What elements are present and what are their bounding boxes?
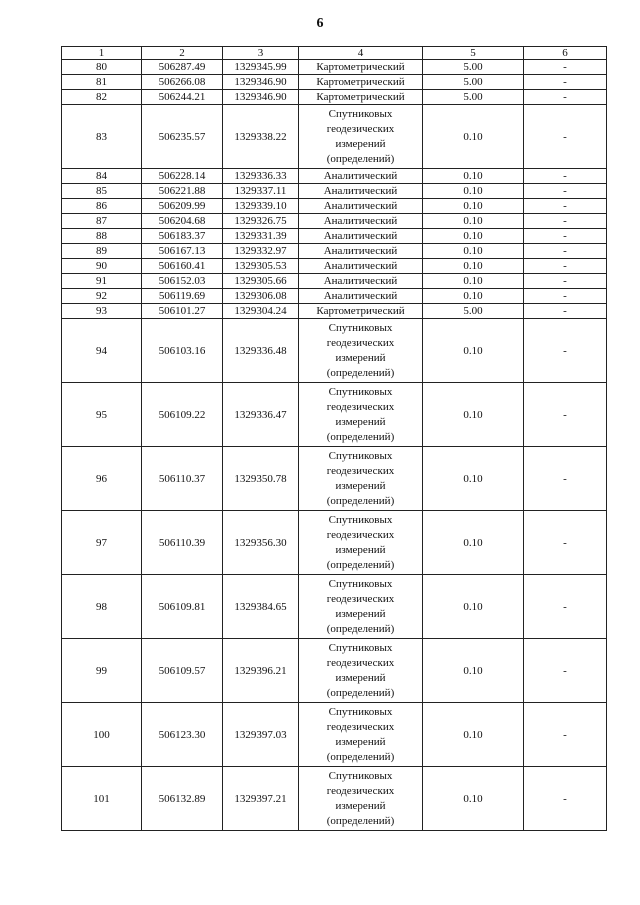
accuracy-cell: 0.10 [423, 259, 524, 274]
table-row [62, 90, 607, 105]
note-cell: - [524, 214, 607, 229]
x-coordinate-cell: 506109.81 [142, 575, 223, 639]
y-coordinate-cell: 1329356.30 [223, 511, 299, 575]
method-line: (определений) [326, 686, 395, 699]
y-coordinate-cell: 1329306.08 [223, 289, 299, 304]
accuracy-cell: 0.10 [423, 639, 524, 703]
accuracy-cell: 5.00 [423, 90, 524, 105]
method-line: Аналитический [323, 290, 398, 302]
note-cell: - [524, 60, 607, 75]
note-cell: - [524, 289, 607, 304]
x-coordinate-cell: 506110.37 [142, 447, 223, 511]
point-number-cell: 86 [62, 199, 142, 214]
table-row [62, 199, 607, 214]
method-cell [299, 319, 423, 383]
note-cell: - [524, 383, 607, 447]
method-line: геодезических [326, 400, 395, 413]
column-header: 3 [223, 47, 299, 60]
y-coordinate-cell: 1329305.66 [223, 274, 299, 289]
point-number-cell: 95 [62, 383, 142, 447]
table-row [62, 184, 607, 199]
method-line: Аналитический [323, 230, 398, 242]
method-cell [299, 703, 423, 767]
y-coordinate-cell: 1329346.90 [223, 75, 299, 90]
method-line: измерений [335, 137, 386, 150]
method-line: измерений [335, 799, 386, 812]
coordinates-table [61, 46, 607, 831]
method-cell [299, 575, 423, 639]
table-row [62, 575, 607, 639]
method-cell [299, 511, 423, 575]
method-line: измерений [335, 479, 386, 492]
y-coordinate-cell: 1329336.47 [223, 383, 299, 447]
x-coordinate-cell: 506101.27 [142, 304, 223, 319]
y-coordinate-cell: 1329336.33 [223, 169, 299, 184]
method-line: геодезических [326, 528, 395, 541]
y-coordinate-cell: 1329397.21 [223, 767, 299, 831]
note-cell: - [524, 229, 607, 244]
method-line: Аналитический [323, 260, 398, 272]
table-row [62, 60, 607, 75]
y-coordinate-cell: 1329345.99 [223, 60, 299, 75]
note-cell: - [524, 511, 607, 575]
point-number-cell: 94 [62, 319, 142, 383]
method-line: Картометрический [316, 91, 405, 103]
note-cell: - [524, 105, 607, 169]
method-line: Аналитический [323, 200, 398, 212]
point-number-cell: 80 [62, 60, 142, 75]
point-number-cell: 89 [62, 244, 142, 259]
x-coordinate-cell: 506160.41 [142, 259, 223, 274]
method-line: геодезических [326, 656, 395, 669]
method-cell [299, 244, 423, 259]
x-coordinate-cell: 506103.16 [142, 319, 223, 383]
accuracy-cell: 0.10 [423, 319, 524, 383]
method-cell [299, 184, 423, 199]
method-cell [299, 169, 423, 184]
note-cell: - [524, 199, 607, 214]
method-cell [299, 383, 423, 447]
table-row [62, 767, 607, 831]
note-cell: - [524, 447, 607, 511]
x-coordinate-cell: 506109.22 [142, 383, 223, 447]
table-row [62, 229, 607, 244]
note-cell: - [524, 244, 607, 259]
column-header: 6 [524, 47, 607, 60]
table-row [62, 639, 607, 703]
method-line: (определений) [326, 622, 395, 635]
note-cell: - [524, 259, 607, 274]
method-line: измерений [335, 735, 386, 748]
method-cell [299, 75, 423, 90]
accuracy-cell: 0.10 [423, 214, 524, 229]
x-coordinate-cell: 506152.03 [142, 274, 223, 289]
y-coordinate-cell: 1329326.75 [223, 214, 299, 229]
method-line: Картометрический [316, 76, 405, 88]
method-cell [299, 199, 423, 214]
x-coordinate-cell: 506228.14 [142, 169, 223, 184]
method-line: измерений [335, 671, 386, 684]
method-line: (определений) [326, 430, 395, 443]
y-coordinate-cell: 1329338.22 [223, 105, 299, 169]
accuracy-cell: 0.10 [423, 575, 524, 639]
x-coordinate-cell: 506244.21 [142, 90, 223, 105]
accuracy-cell: 5.00 [423, 60, 524, 75]
point-number-cell: 85 [62, 184, 142, 199]
method-line: Спутниковых [328, 449, 393, 462]
table-row [62, 259, 607, 274]
accuracy-cell: 0.10 [423, 703, 524, 767]
point-number-cell: 97 [62, 511, 142, 575]
method-line: Аналитический [323, 170, 398, 182]
x-coordinate-cell: 506266.08 [142, 75, 223, 90]
point-number-cell: 101 [62, 767, 142, 831]
table-row [62, 75, 607, 90]
method-line: Спутниковых [328, 385, 393, 398]
x-coordinate-cell: 506209.99 [142, 199, 223, 214]
point-number-cell: 91 [62, 274, 142, 289]
method-line: Спутниковых [328, 705, 393, 718]
note-cell: - [524, 319, 607, 383]
method-line: (определений) [326, 494, 395, 507]
y-coordinate-cell: 1329396.21 [223, 639, 299, 703]
method-cell [299, 639, 423, 703]
note-cell: - [524, 274, 607, 289]
x-coordinate-cell: 506287.49 [142, 60, 223, 75]
method-line: Спутниковых [328, 107, 393, 120]
x-coordinate-cell: 506167.13 [142, 244, 223, 259]
method-cell [299, 274, 423, 289]
point-number-cell: 82 [62, 90, 142, 105]
table-row [62, 105, 607, 169]
method-cell [299, 229, 423, 244]
note-cell: - [524, 639, 607, 703]
method-line: Картометрический [316, 61, 405, 73]
accuracy-cell: 0.10 [423, 184, 524, 199]
method-line: Спутниковых [328, 769, 393, 782]
method-line: (определений) [326, 366, 395, 379]
method-line: измерений [335, 543, 386, 556]
accuracy-cell: 5.00 [423, 304, 524, 319]
note-cell: - [524, 703, 607, 767]
point-number-cell: 81 [62, 75, 142, 90]
accuracy-cell: 0.10 [423, 105, 524, 169]
table-row [62, 289, 607, 304]
point-number-cell: 90 [62, 259, 142, 274]
table-row [62, 447, 607, 511]
method-line: геодезических [326, 122, 395, 135]
method-line: измерений [335, 607, 386, 620]
y-coordinate-cell: 1329337.11 [223, 184, 299, 199]
method-line: Спутниковых [328, 641, 393, 654]
method-line: Спутниковых [328, 577, 393, 590]
x-coordinate-cell: 506221.88 [142, 184, 223, 199]
method-line: Аналитический [323, 185, 398, 197]
method-line: Картометрический [316, 305, 405, 317]
point-number-cell: 87 [62, 214, 142, 229]
x-coordinate-cell: 506123.30 [142, 703, 223, 767]
table-row [62, 214, 607, 229]
x-coordinate-cell: 506119.69 [142, 289, 223, 304]
method-line: измерений [335, 415, 386, 428]
point-number-cell: 93 [62, 304, 142, 319]
x-coordinate-cell: 506109.57 [142, 639, 223, 703]
method-line: (определений) [326, 750, 395, 763]
note-cell: - [524, 75, 607, 90]
point-number-cell: 98 [62, 575, 142, 639]
y-coordinate-cell: 1329332.97 [223, 244, 299, 259]
method-cell [299, 304, 423, 319]
table-row [62, 511, 607, 575]
accuracy-cell: 0.10 [423, 199, 524, 214]
note-cell: - [524, 90, 607, 105]
y-coordinate-cell: 1329304.24 [223, 304, 299, 319]
method-line: (определений) [326, 814, 395, 827]
accuracy-cell: 0.10 [423, 169, 524, 184]
y-coordinate-cell: 1329384.65 [223, 575, 299, 639]
method-cell [299, 105, 423, 169]
method-cell [299, 60, 423, 75]
table-row [62, 703, 607, 767]
method-line: геодезических [326, 592, 395, 605]
accuracy-cell: 0.10 [423, 511, 524, 575]
x-coordinate-cell: 506235.57 [142, 105, 223, 169]
y-coordinate-cell: 1329350.78 [223, 447, 299, 511]
method-line: геодезических [326, 720, 395, 733]
column-header: 5 [423, 47, 524, 60]
method-line: измерений [335, 351, 386, 364]
accuracy-cell: 0.10 [423, 383, 524, 447]
table-header-row [62, 47, 607, 60]
table-body [62, 60, 607, 831]
note-cell: - [524, 184, 607, 199]
table-row [62, 319, 607, 383]
point-number-cell: 84 [62, 169, 142, 184]
x-coordinate-cell: 506204.68 [142, 214, 223, 229]
table-row [62, 383, 607, 447]
method-line: геодезических [326, 784, 395, 797]
y-coordinate-cell: 1329397.03 [223, 703, 299, 767]
y-coordinate-cell: 1329305.53 [223, 259, 299, 274]
method-line: Спутниковых [328, 321, 393, 334]
x-coordinate-cell: 506183.37 [142, 229, 223, 244]
y-coordinate-cell: 1329336.48 [223, 319, 299, 383]
method-line: Спутниковых [328, 513, 393, 526]
method-line: (определений) [326, 558, 395, 571]
point-number-cell: 99 [62, 639, 142, 703]
table-row [62, 304, 607, 319]
accuracy-cell: 0.10 [423, 274, 524, 289]
column-header: 4 [299, 47, 423, 60]
column-header: 1 [62, 47, 142, 60]
method-cell [299, 90, 423, 105]
y-coordinate-cell: 1329331.39 [223, 229, 299, 244]
table-row [62, 274, 607, 289]
accuracy-cell: 0.10 [423, 289, 524, 304]
method-cell [299, 289, 423, 304]
y-coordinate-cell: 1329346.90 [223, 90, 299, 105]
method-line: Аналитический [323, 275, 398, 287]
accuracy-cell: 0.10 [423, 229, 524, 244]
note-cell: - [524, 304, 607, 319]
accuracy-cell: 0.10 [423, 767, 524, 831]
method-cell [299, 214, 423, 229]
accuracy-cell: 5.00 [423, 75, 524, 90]
page-number: 6 [316, 16, 324, 31]
x-coordinate-cell: 506132.89 [142, 767, 223, 831]
method-line: Аналитический [323, 245, 398, 257]
note-cell: - [524, 575, 607, 639]
point-number-cell: 100 [62, 703, 142, 767]
x-coordinate-cell: 506110.39 [142, 511, 223, 575]
note-cell: - [524, 767, 607, 831]
method-line: геодезических [326, 464, 395, 477]
point-number-cell: 88 [62, 229, 142, 244]
point-number-cell: 83 [62, 105, 142, 169]
table-row [62, 244, 607, 259]
method-line: (определений) [326, 152, 395, 165]
accuracy-cell: 0.10 [423, 447, 524, 511]
point-number-cell: 92 [62, 289, 142, 304]
method-cell [299, 447, 423, 511]
method-line: геодезических [326, 336, 395, 349]
y-coordinate-cell: 1329339.10 [223, 199, 299, 214]
note-cell: - [524, 169, 607, 184]
point-number-cell: 96 [62, 447, 142, 511]
method-cell [299, 259, 423, 274]
method-cell [299, 767, 423, 831]
accuracy-cell: 0.10 [423, 244, 524, 259]
column-header: 2 [142, 47, 223, 60]
method-line: Аналитический [323, 215, 398, 227]
table-row [62, 169, 607, 184]
